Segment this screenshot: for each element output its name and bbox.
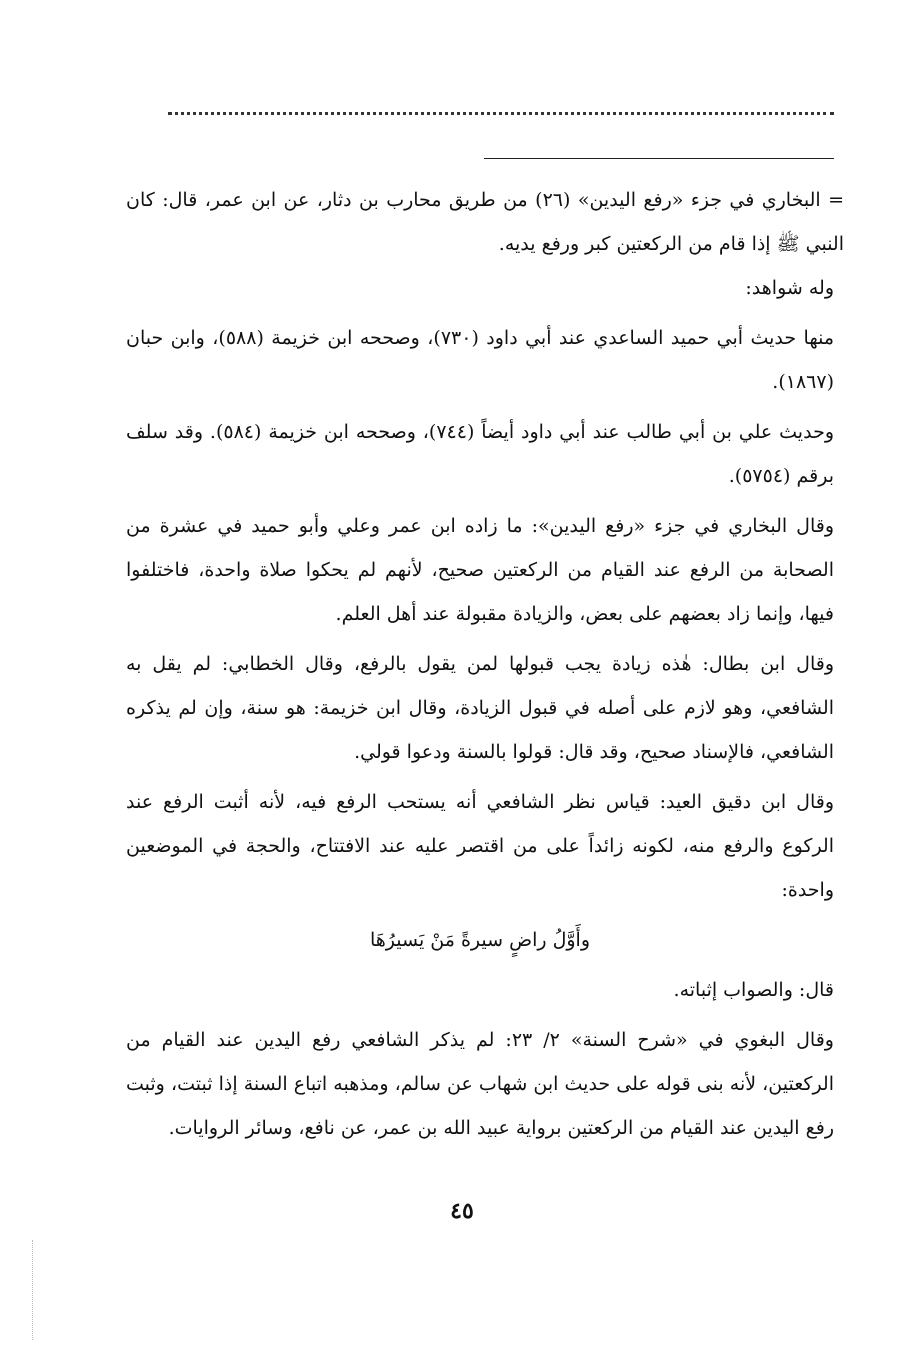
paragraph-baghawi: وقال البغوي في «شرح السنة» ٢/ ٢٣: لم يذكر الشافعي رفع اليدين عند القيام من الركعتين، لأنه بنى قوله على حديث ابن شهاب عن سالم، ومذهبه اتباع السنة إذا ثبتت، وثبت رفع اليدين عند القيام من الركعتين برواية عبيد الله بن عمر، عن نافع، وسائر الروايات. bbox=[126, 1029, 834, 1139]
paragraph-bukhari-hadith: = البخاري في جزء «رفع اليدين» (٢٦) من طريق محارب بن دثار، عن ابن عمر، قال: كان النبي ﷺ إذا قام من الركعتين كبر ورفع يديه. bbox=[126, 189, 844, 255]
paragraph-ibn-daqiq: وقال ابن دقيق العيد: قياس نظر الشافعي أنه يستحب الرفع فيه، لأنه أثبت الرفع عند الركوع والرفع منه، لكونه زائداً على من اقتصر عليه عند الافتتاح، والحجة في الموضعين واحدة: bbox=[126, 791, 834, 901]
paragraph-correct-view: قال: والصواب إثباته. bbox=[673, 979, 834, 1001]
main-text bbox=[126, 178, 844, 1150]
dotted-separator bbox=[168, 112, 834, 125]
paragraph-ibn-battal: وقال ابن بطال: هٰذه زيادة يجب قبولها لمن يقول بالرفع، وقال الخطابي: لم يقل به الشافعي، وهو لازم على أصله في قبول الزيادة، وقال ابن خزيمة: هو سنة، وإن لم يذكره الشافعي، فالإسناد صحيح، وقد قال: قولوا بالسنة ودعوا قولي. bbox=[126, 653, 834, 763]
page-number: ٤٥ bbox=[450, 1198, 474, 1224]
paragraph-bukhari-juz: وقال البخاري في جزء «رفع اليدين»: ما زاده ابن عمر وعلي وأبو حميد في عشرة من الصحابة من الرفع عند القيام من الركعتين صحيح، لأنهم لم يحكوا صلاة واحدة، فاختلفوا فيها، وإنما زاد بعضهم على بعض، والزيادة مقبولة عند أهل العلم. bbox=[126, 515, 834, 625]
paragraph-witnesses-heading: وله شواهد: bbox=[745, 277, 834, 299]
paragraph-abu-humaid: منها حديث أبي حميد الساعدي عند أبي داود (٧٣٠)، وصححه ابن خزيمة (٥٨٨)، وابن حبان (١٨٦٧). bbox=[126, 327, 834, 393]
poetry-verse: وأَوَّلُ راضٍ سيرةً مَنْ يَسيرُهَا bbox=[369, 929, 590, 951]
paragraph-ali-hadith: وحديث علي بن أبي طالب عند أبي داود أيضاً (٧٤٤)، وصححه ابن خزيمة (٥٨٤). وقد سلف برقم (٥٧٥٤). bbox=[126, 421, 834, 487]
scan-edge-marks bbox=[32, 1240, 35, 1340]
footnote-rule bbox=[484, 158, 834, 159]
